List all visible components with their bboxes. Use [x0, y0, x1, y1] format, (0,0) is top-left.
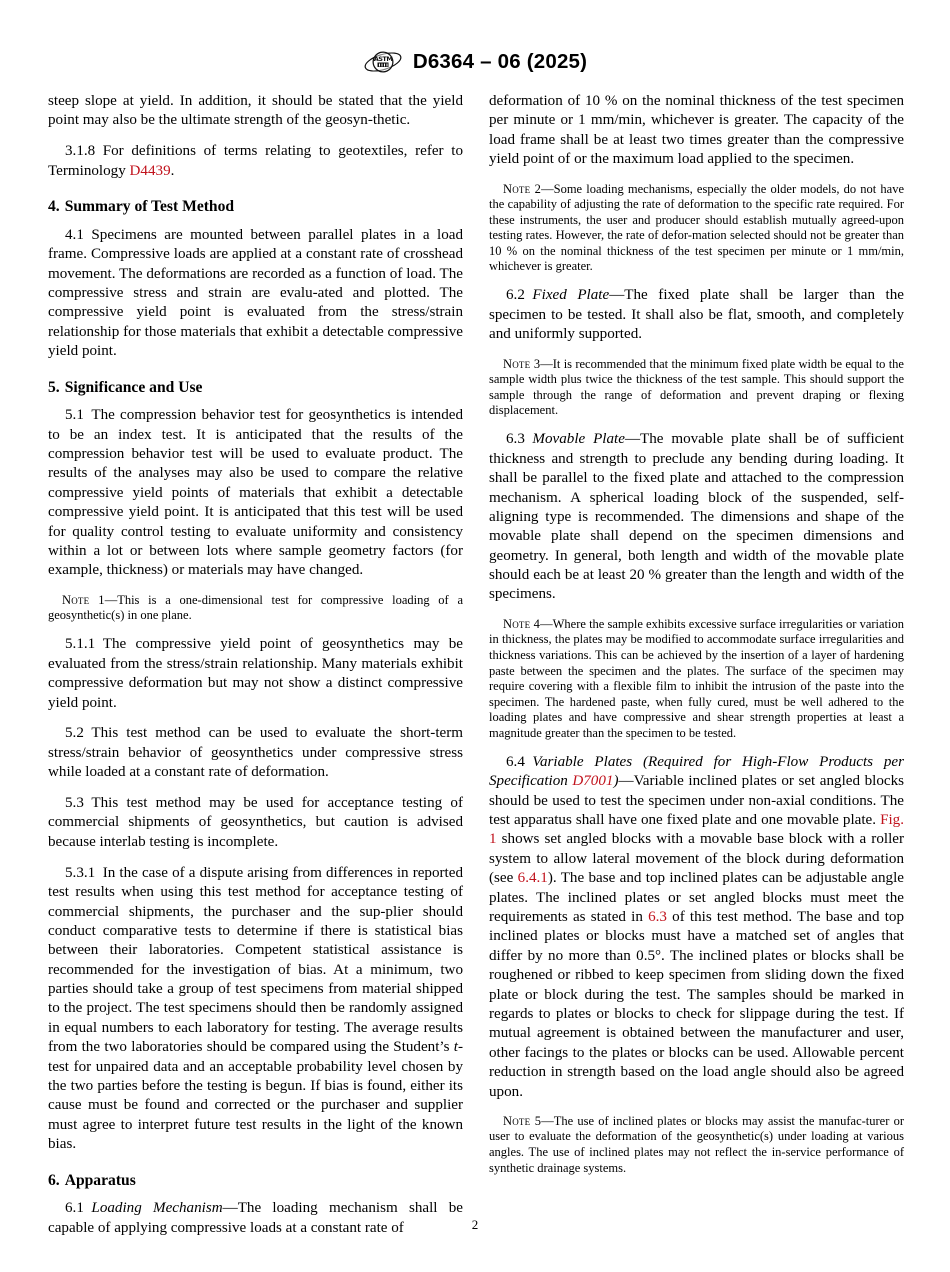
note-5-text: —The use of inclined plates or blocks may assist the manufac-turer or user to evaluate the deformation of the geosynthetic(s) under loading at various angles. The use of inclined plates may not reflect the in-service performance of synthetic drainage systems.	[489, 1113, 904, 1175]
paragraph-continued: steep slope at yield. In addition, it should be stated that the yield point may also be the ultimate strength of the geosyn-thetic.	[48, 93, 463, 129]
paragraph-6-2-text: —The fixed plate shall be larger than the specimen to be tested. It shall also be flat, smooth, and completely and uniformly supported.	[489, 287, 904, 343]
paragraph-4-1: 4.1 Specimens are mounted between parallel plates in a load frame. Compressive loads are applied at a constant rate of crosshead movement. The deformations are recorded as a function of load. The compressive stress and strain are evalu-ated and plotted. The compressive yield point is evaluated from the stress/strain relationship for those materials that exhibit a detectable compressive yield point.	[48, 226, 463, 360]
page-footer	[0, 1216, 950, 1234]
note-2-label: Note 2	[503, 181, 542, 196]
note-3-label: Note 3	[503, 356, 541, 371]
paragraph-6-1-continued: deformation of 10 % on the nominal thickness of the test specimen per minute or 1 mm/min, whichever is greater. The capacity of the load frame shall be at least two times greater than the compressive yield point of or the maximum load applied to the specimen.	[489, 93, 904, 168]
note-4	[489, 617, 904, 742]
paragraph-5-3-1-part1: 5.3.1 In the case of a dispute arising from differences in reported test results when using this test method for acceptance testing of commercial shipments, the purchaser and the sup-plier should conduct comparative tests to determine if there is statistical bias between their laboratories. Competent statistical assistance is recommended for the investigation of bias. At a minimum, two parties should take a group of test specimens from material shipped to the project. The test specimens should then be randomly assigned in equal numbers to each laboratory for testing. The average results from the two laboratories should be compared using the Student’s	[48, 864, 463, 1056]
paragraph-6-4-number: 6.4	[506, 753, 533, 770]
paragraph-3-1-8-suffix: .	[170, 162, 175, 179]
paragraph-6-3-text: —The movable plate shall be of sufficient thickness and strength to preclude any bending during loading. It shall be parallel to the fixed plate and attached to the compression mechanism. A spherical loading block of the suspended, self-aligning type is recommended. The dimensions and shape of the movable plate shall depend on the specimen dimensions and geometry. In general, both length and width of the movable plate should each be at least 20 % greater than the length and width of the specimens.	[489, 431, 904, 603]
link-6-3[interactable]: 6.3	[648, 909, 667, 925]
paragraph-3-1-8-prefix: 3.1.8 For definitions of terms relating to geotextiles, refer to Terminology	[48, 143, 463, 179]
paragraph-5-1: 5.1 The compression behavior test for geosynthetics is intended to be an index test. It is anticipated that the results of the compression behavior test will be used to evaluate product. The results of the analyses may also be used to compare the relative compressive yield points of materials that exhibit a detectable compressive yield point. It is anticipated that this test will be used for quality control testing to evaluate uniformity and consistency within a lot or between lots where sample geometry factors (for example, thickness) or materials may have changed.	[48, 407, 463, 579]
paragraph-5-3-1-italic-t: t	[453, 1039, 458, 1056]
page-header	[0, 48, 950, 88]
note-2	[489, 182, 904, 275]
note-1-text: —This is a one-dimensional test for compressive loading of a geosynthetic(s) in one plane.	[48, 592, 463, 623]
paragraph-5-3: 5.3 This test method may be used for acceptance testing of commercial shipments of geosynthetics, but caution is advised because interlab testing is incomplete.	[48, 795, 463, 850]
link-fig-1[interactable]: Fig. 1	[489, 812, 904, 848]
paragraph-6-4-term-close: )	[613, 773, 619, 790]
note-3	[489, 357, 904, 419]
note-2-text: —Some loading mechanisms, especially the older models, do not have the capability of adjusting the rate of deformation to the specific rate required. For these instruments, the user and producer should establish mutually agreed-upon testing rates. However, the rate of defor-mation selected should not be greater than 10 % on the nominal thickness of the test specimen per minute or 1 mm/min, whichever is greater.	[489, 181, 904, 274]
page-number: 2	[471, 1217, 479, 1232]
paragraph-6-4-text-2: shows set angled blocks with a movable base block with a roller system to allow lateral movement of the block during deformation (see	[489, 831, 904, 887]
paragraph-6-2	[489, 286, 904, 344]
link-d7001[interactable]: D7001	[572, 773, 614, 790]
paragraph-6-2-term: Fixed Plate	[532, 287, 610, 304]
heading-6-title: Apparatus	[64, 1171, 136, 1189]
svg-text:ASTM: ASTM	[373, 55, 393, 63]
left-column	[48, 92, 463, 1236]
note-5-label: Note 5	[503, 1113, 542, 1128]
paragraph-6-3	[489, 430, 904, 605]
paragraph-3-1-8	[48, 142, 463, 181]
link-d4439[interactable]: D4439	[129, 162, 171, 179]
paragraph-6-4-term: Variable Plates (Required for High-Flow Products per Specification	[489, 753, 904, 790]
heading-6-number: 6.	[48, 1171, 60, 1189]
paragraph-5-1-1: 5.1.1 The compressive yield point of geosynthetics may be evaluated from the stress/strain relationship. Many materials exhibit compressive deformation but may not show a distinct compressive yield point.	[48, 636, 463, 711]
note-3-text: —It is recommended that the minimum fixed plate width be equal to the sample width plus twice the thickness of the test sample. This should support the sample through the range of deformation and prevent draping or flexing displacement.	[489, 356, 904, 418]
paragraph-5-3-1-part2: -test for unpaired data and an acceptable probability level chosen by the two parties before the testing is begun. If bias is found, either its cause must be found and corrected or the purchaser and supplier must agree to interpret future test results in the light of the known bias.	[48, 1039, 463, 1153]
note-1	[48, 593, 463, 624]
heading-section-4	[48, 198, 463, 217]
heading-section-6	[48, 1172, 463, 1191]
link-6-4-1[interactable]: 6.4.1	[517, 870, 548, 887]
note-4-label: Note 4	[503, 616, 541, 631]
heading-4-number: 4.	[48, 198, 60, 216]
two-column-body	[48, 92, 904, 1236]
heading-4-title: Summary of Test Method	[64, 198, 235, 216]
paragraph-6-1-term: Loading Mechanism	[91, 1200, 223, 1217]
right-column	[489, 92, 904, 1202]
paragraph-6-4-text-4: of this test method. The base and top inclined plates or blocks must have a matched set of angles that differ by no more than 0.5°. The inclined plates or blocks shall be roughened or ribbed to keep specimen from sliding down the fixed plate or block during the test. The samples should be marked in regards to plates or blocks to check for slippage during the test. If mutual agreement is obtained between the manufacturer and user, other facings to the plates or blocks can be used. Allowable percent reduction in strength based on the load angle should also be agreed upon.	[489, 909, 904, 1100]
astm-logo-icon	[363, 48, 403, 76]
paragraph-6-4-text-1: —Variable inclined plates or set angled blocks should be used to test the specimen under non-axial conditions. The test apparatus shall have one fixed plate and one movable plate.	[489, 773, 904, 829]
paragraph-6-1-number: 6.1	[65, 1200, 92, 1217]
paragraph-6-3-term: Movable Plate	[532, 431, 625, 448]
heading-5-title: Significance and Use	[64, 378, 203, 396]
paragraph-6-4-text-3: ). The base and top inclined plates can be adjustable angle plates. The inclined plates or set angled blocks must meet the requirements as stated in	[489, 870, 904, 925]
paragraph-6-1-text: —The loading mechanism shall be capable of applying compressive loads at a constant rate of	[48, 1200, 463, 1236]
paragraph-5-2: 5.2 This test method can be used to evaluate the short-term stress/strain behavior of geosynthetics under compressive stress while loaded at a constant rate of deformation.	[48, 725, 463, 781]
standard-designation: D6364 – 06 (2025)	[412, 50, 588, 73]
paragraph-6-2-number: 6.2	[506, 287, 533, 304]
heading-5-number: 5.	[48, 378, 60, 396]
heading-section-5	[48, 379, 463, 398]
paragraph-6-3-number: 6.3	[506, 431, 533, 448]
note-4-text: —Where the sample exhibits excessive surface irregularities or variation in thickness, the plates may be modified to accommodate surface irregularities and thickness variations. This can be achieved by the insertion of a layer of hardening paste between the specimen and the plates. The surface of the specimen may require covering with a flexible film to inhibit the intrusion of the paste into the specimen. The hardened paste, when fully cured, must be well adhered to the loading plates and have compressive and shear strength properties at least a magnitude greater than the specimen to be tested.	[489, 616, 904, 740]
paragraph-5-3-1	[48, 864, 463, 1155]
paragraph-6-4	[489, 753, 904, 1102]
note-1-label: Note 1	[62, 592, 105, 607]
note-5	[489, 1114, 904, 1176]
